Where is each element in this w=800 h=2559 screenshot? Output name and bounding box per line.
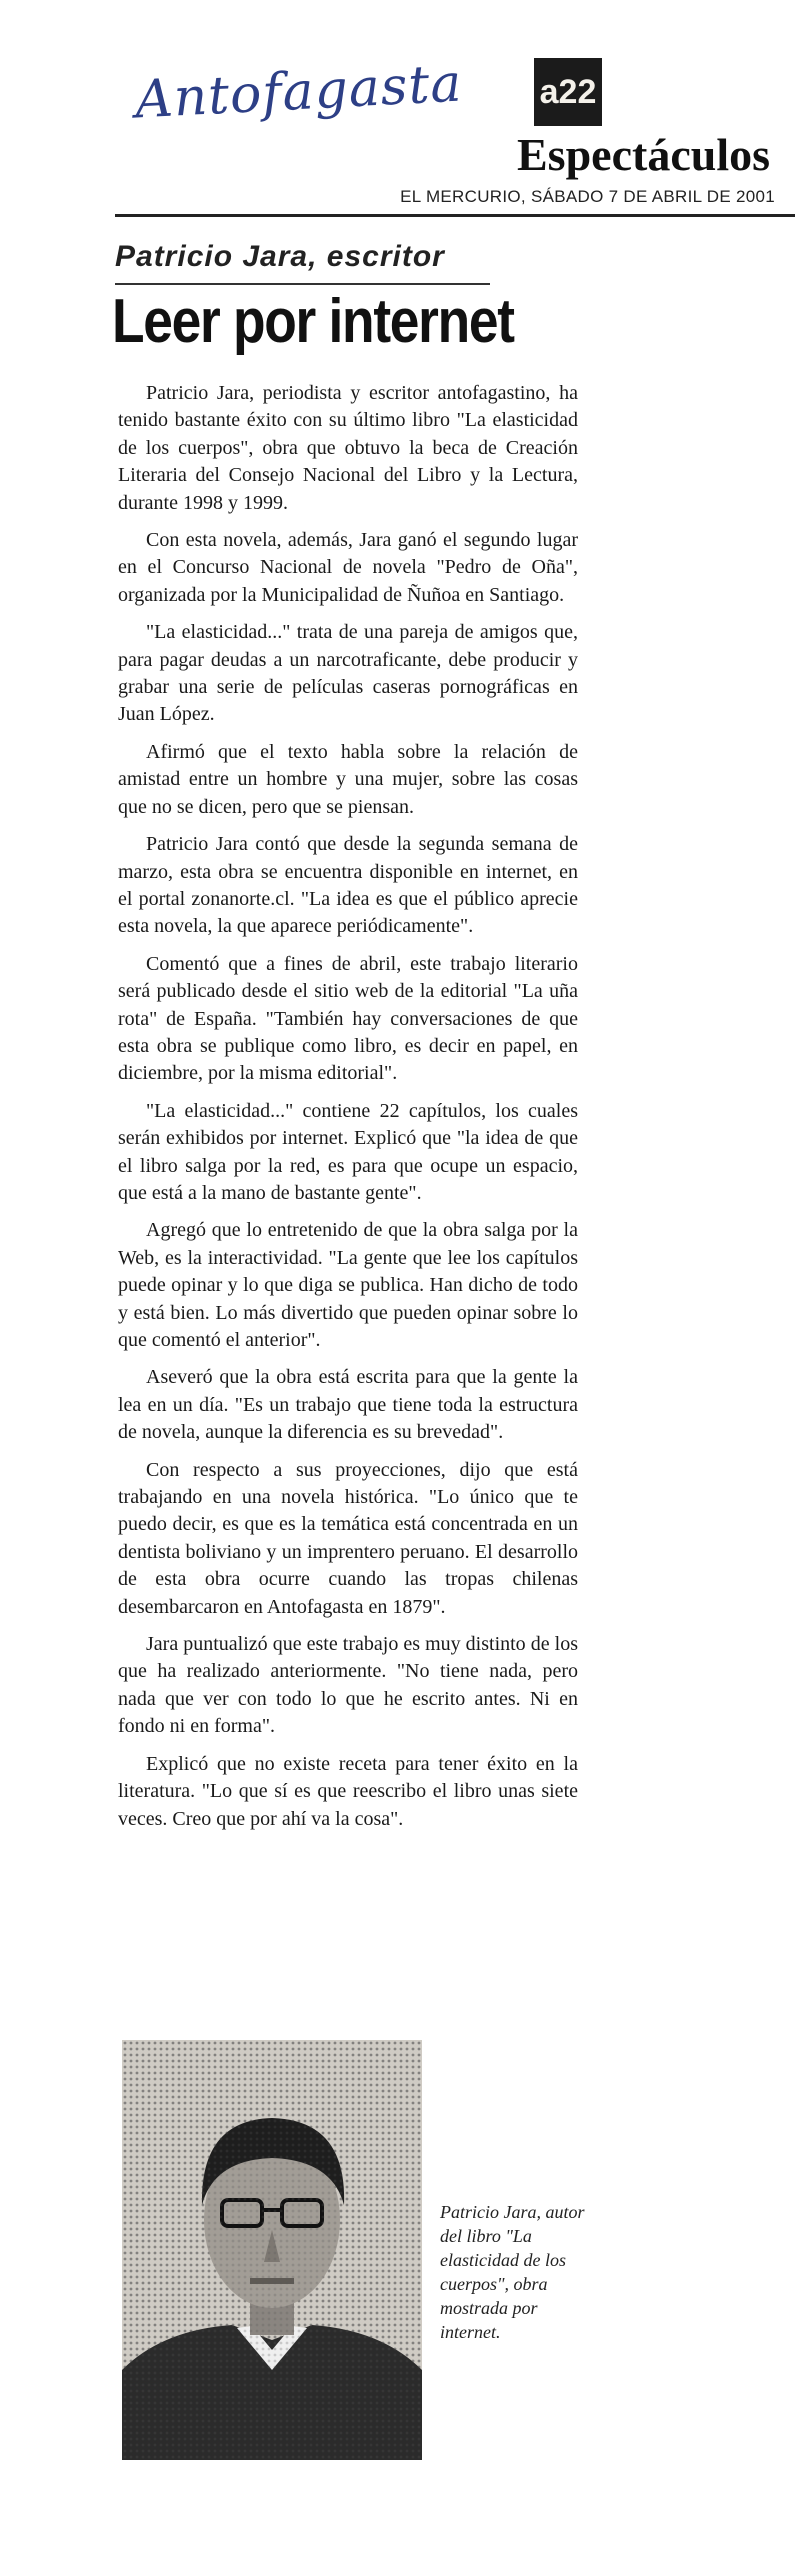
paragraph: Explicó que no existe receta para tener éxito en la literatura. "Lo que sí es que reescribo el libro unas siete veces. Creo que por ahí va la cosa".	[118, 1752, 578, 1830]
dateline: EL MERCURIO, SÁBADO 7 DE ABRIL DE 2001	[400, 187, 775, 206]
article-headline: Leer por internet	[112, 287, 514, 356]
paragraph: Patricio Jara, periodista y escritor antofagastino, ha tenido bastante éxito con su último libro "La elasticidad de los cuerpos", obra que obtuvo la beca de Creación Literaria del Consejo Nacional del Libro y la Lectura, durante 1998 y 1999.	[118, 382, 578, 514]
author-photo	[122, 2040, 422, 2460]
page-number-badge: a22	[534, 58, 602, 126]
header-rule	[115, 214, 795, 217]
handwritten-city-note: Antofagasta	[133, 53, 464, 131]
paragraph: "La elasticidad..." trata de una pareja de amigos que, para pagar deudas a un narcotraficante, debe producir y grabar una serie de películas caseras pornográficas en Juan López.	[118, 621, 578, 726]
photo-caption: Patricio Jara, autor del libro "La elasticidad de los cuerpos", obra mostrada por internet.	[440, 2202, 585, 2342]
paragraph: Comentó que a fines de abril, este trabajo literario será publicado desde el sitio web de la editorial "La uña rota" de España. "También hay conversaciones de que esta obra se publique como libro, es decir en papel, en diciembre, por la misma editorial".	[118, 952, 578, 1085]
article-kicker: Patricio Jara, escritor	[115, 240, 445, 273]
paragraph: Aseveró que la obra está escrita para que la gente la lea en un día. "Es un trabajo que tiene toda la estructura de novela, aunque la diferencia es su brevedad".	[118, 1366, 578, 1444]
author-photo-image	[122, 2040, 422, 2460]
paragraph: Jara puntualizó que este trabajo es muy distinto de los que ha realizado anteriormente. "No tiene nada, pero nada que ver con todo lo que he escrito antes. Ni en fondo ni en forma".	[118, 1633, 578, 1738]
paragraph: "La elasticidad..." contiene 22 capítulos, los cuales serán exhibidos por internet. Explicó que "la idea de que el libro salga por la red, es para que ocupe un espacio, que está a la mano de bastante gente".	[118, 1099, 578, 1204]
article-body	[118, 380, 578, 1843]
paragraph: Afirmó que el texto habla sobre la relación de amistad entre un hombre y una mujer, sobre las cosas que no se dicen, pero que se piensan.	[118, 740, 578, 818]
section-title: Espectáculos	[517, 129, 770, 180]
paragraph: Con esta novela, además, Jara ganó el segundo lugar en el Concurso Nacional de novela "Pedro de Oña", organizada por la Municipalidad de Ñuñoa en Santiago.	[118, 529, 578, 606]
paragraph: Patricio Jara contó que desde la segunda semana de marzo, esta obra se encuentra disponible en internet, en el portal zonanorte.cl. "La idea es que el público aprecie esta novela, la que aparece periódicamente".	[118, 833, 578, 938]
paragraph: Con respecto a sus proyecciones, dijo que está trabajando en una novela histórica. "Lo único que te puedo decir, es que es la temática está concentrada en un dentista boliviano y un imprentero peruano. El desarrollo de esta obra ocurre cuando las tropas chilenas desembarcaron en Antofagasta en 1879".	[118, 1458, 578, 1618]
paragraph: Agregó que lo entretenido de que la obra salga por la Web, es la interactividad. "La gente que lee los capítulos puede opinar y lo que diga se publica. Han dicho de todo y está bien. Lo más divertido que pueden opinar sobre lo que comentó el anterior".	[118, 1219, 578, 1351]
kicker-rule	[115, 283, 490, 285]
